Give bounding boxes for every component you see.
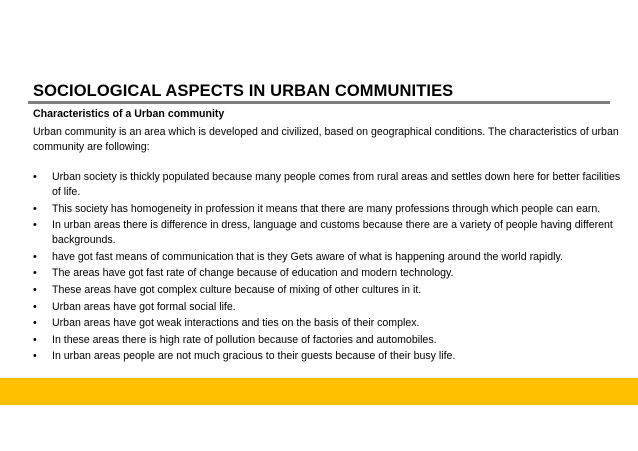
list-item — [33, 250, 628, 265]
list-item — [33, 349, 628, 364]
bullet-icon: • — [33, 219, 37, 232]
list-item-text: Urban areas have got formal social life. — [52, 300, 236, 313]
bullet-icon: • — [33, 300, 37, 313]
intro-paragraph: Urban community is an area which is developed and civilized, based on geographical conditions. The characteristics of urban community are following: — [33, 126, 619, 153]
bullet-icon: • — [33, 250, 37, 263]
bullet-icon: • — [33, 317, 37, 330]
list-item — [33, 333, 628, 348]
list-item-text: In urban areas people are not much gracious to their guests because of their busy life. — [52, 350, 456, 363]
footer-accent-band — [0, 378, 638, 405]
list-item-text: The areas have got fast rate of change because of education and modern technology. — [52, 267, 454, 280]
list-item — [33, 202, 628, 217]
list-item — [33, 300, 628, 315]
bullet-icon: • — [33, 267, 37, 280]
list-item — [33, 266, 628, 281]
bullet-icon: • — [33, 333, 37, 346]
list-item-text: Urban areas have got weak interactions and ties on the basis of their complex. — [52, 317, 420, 330]
slide-title: SOCIOLOGICAL ASPECTS IN URBAN COMMUNITIES — [33, 82, 454, 100]
list-item — [33, 316, 628, 331]
list-item — [33, 283, 628, 298]
list-item-text: This society has homogeneity in profession it means that there are many professions through which people can earn. — [52, 202, 601, 215]
list-item — [33, 218, 628, 248]
bullet-icon: • — [33, 350, 37, 363]
bullet-icon: • — [33, 283, 37, 296]
list-item — [33, 170, 628, 200]
list-item-text: In urban areas there is difference in dress, language and customs because there are a variety of people having different backgrounds. — [52, 219, 613, 247]
section-subtitle: Characteristics of a Urban community — [33, 108, 225, 120]
bullet-icon: • — [33, 171, 37, 183]
bullet-icon: • — [33, 202, 37, 215]
list-item-text: Urban society is thickly populated because many people comes from rural areas and settles down here for better facilities of life. — [52, 171, 621, 198]
list-item-text: In these areas there is high rate of pollution because of factories and automobiles. — [52, 333, 437, 346]
list-item-text: These areas have got complex culture because of mixing of other cultures in it. — [52, 283, 422, 296]
characteristics-list — [33, 170, 628, 366]
list-item-text: have got fast means of communication that is they Gets aware of what is happening around the world rapidly. — [52, 250, 563, 263]
title-underline-rule — [28, 101, 610, 104]
